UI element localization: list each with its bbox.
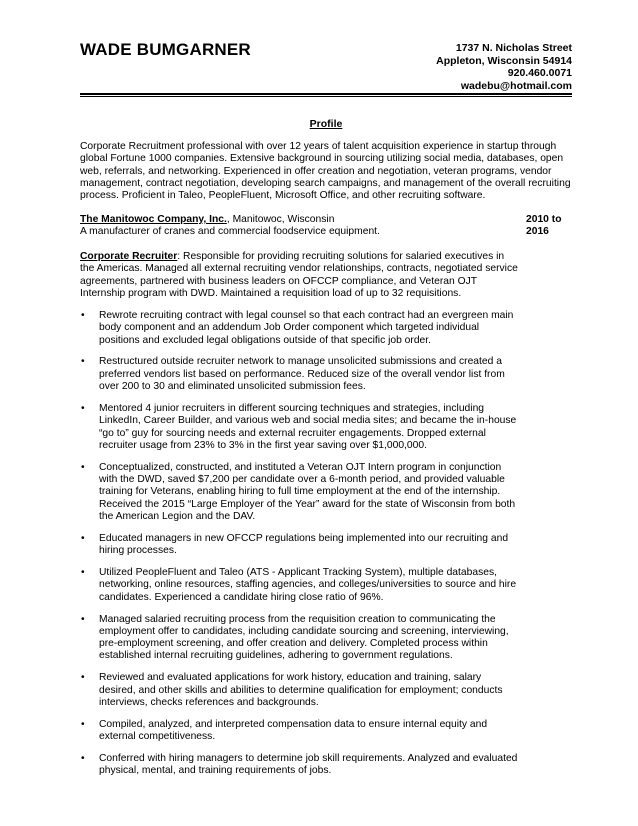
job-dates-start: 2010 to (526, 214, 562, 225)
bullet-icon: • (81, 567, 85, 579)
bullet-icon: • (81, 461, 85, 473)
bullet-icon: • (81, 718, 85, 730)
company-location: , Manitowoc, Wisconsin (226, 214, 335, 225)
list-item (80, 567, 520, 604)
address-line-2: Appleton, Wisconsin 54914 (436, 54, 572, 67)
profile-text: Corporate Recruitment professional with over 12 years of talent acquisition experience in startup through global Fortune 1000 companies. Extensive background in sourcing utilizing social media, databases, open web, referrals, and networking. Experienced in offer creation and negotiation, veteran programs, vendor management, contract negotiation, developing search campaigns, and management of the overall recruiting process. Proficient in Taleo, PeopleFluent, Microsoft Office, and other recruiting software. (80, 141, 571, 202)
role-summary-text: : Responsible for providing recruiting solutions for salaried executives in the Americas. Managed all external recruiting vendor relationships, contracts, negotiated service agreements, partnered with business leaders on OFCCP compliance, and Veteran OJT Internship program with DWD. Maintained a requisition load of up to 32 requisitions. (80, 251, 518, 299)
duty-text: Reviewed and evaluated applications for work history, education and training, salary desired, and other skills and abilities to determine qualification for employment; conducts interviews, checks references and backgrounds. (99, 672, 503, 708)
company-description: A manufacturer of cranes and commercial foodservice equipment. (80, 226, 380, 238)
job-title: Corporate Recruiter (80, 251, 178, 262)
list-item (80, 719, 520, 744)
header-divider (80, 93, 572, 97)
role-summary (80, 251, 520, 300)
list-item (80, 403, 520, 452)
list-item (80, 753, 520, 778)
bullet-icon: • (81, 310, 85, 321)
list-item (80, 533, 520, 558)
bullet-icon: • (81, 752, 85, 764)
duties-list (80, 310, 520, 787)
profile-heading: Profile (309, 118, 343, 130)
bullet-icon: • (81, 613, 85, 625)
employer-name-line (80, 214, 334, 226)
bullet-icon: • (81, 356, 85, 368)
contact-block (436, 42, 572, 92)
list-item (80, 356, 520, 393)
phone-number: 920.460.0071 (507, 67, 572, 80)
list-item (80, 614, 520, 663)
email-address: wadebu@hotmail.com (460, 79, 572, 92)
list-item (80, 310, 520, 347)
job-dates-end: 2016 (526, 226, 549, 238)
duty-text: Rewrote recruiting contract with legal counsel so that each contract had an evergreen main body component and an addendum Job Order component which targeted individual positions and excluded legal obligations outside of that specific job order. (99, 310, 514, 346)
duty-text: Educated managers in new OFCCP regulations being implemented into our recruiting and hiring processes. (99, 532, 509, 557)
employer-row-1 (80, 214, 572, 226)
list-item (80, 672, 520, 709)
address-line-1: 1737 N. Nicholas Street (455, 42, 572, 54)
list-item (80, 462, 520, 523)
duty-text: Managed salaried recruiting process from the requisition creation to communicating the employment offer to candidates, including candidate sourcing and screening, interviewing, pre-employment screening, and offer creation and delivery. Completed process within established internal recruiting guidelines, adhering to government regulations. (99, 613, 509, 662)
company-name: The Manitowoc Company, Inc. (80, 214, 227, 225)
bullet-icon: • (81, 402, 85, 414)
duty-text: Compiled, analyzed, and interpreted compensation data to ensure internal equity and external competitiveness. (99, 718, 488, 743)
duty-text: Mentored 4 junior recruiters in different sourcing techniques and strategies, including LinkedIn, Career Builder, and various web and social media sites; and became the in-house “go to” guy for sourcing needs and external recruiter engagements. Dropped external recruiter usage from 23% to 3% in the first year saving over $1,000,000. (99, 402, 517, 451)
duty-text: Conceptualized, constructed, and instituted a Veteran OJT Intern program in conjunction with the DWD, saved $7,200 per candidate over a 6-month period, and provided valuable training for Veterans, enabling hiring to full time employment at the end of the internship. Received the 2015 “Large Employer of the Year” award for the state of Wisconsin from both the American Legion and the DAV. (99, 461, 516, 522)
duty-text: Conferred with hiring managers to determine job skill requirements. Analyzed and evaluated physical, mental, and training requirements of jobs. (99, 752, 518, 777)
bullet-icon: • (81, 672, 85, 684)
candidate-name: WADE BUMGARNER (80, 40, 251, 59)
bullet-icon: • (81, 532, 85, 544)
duty-text: Utilized PeopleFluent and Taleo (ATS - Applicant Tracking System), multiple databases, networking, online resources, staffing agencies, and colleges/universities to source and hire candidates. Experienced a candidate hiring close ratio of 96%. (99, 567, 517, 603)
duty-text: Restructured outside recruiter network to manage unsolicited submissions and created a preferred vendors list based on performance. Reduced size of the overall vendor list from over 200 to 30 and eliminated unsolicited submission fees. (99, 356, 505, 393)
employer-block (80, 214, 572, 239)
employer-row-2 (80, 226, 572, 238)
